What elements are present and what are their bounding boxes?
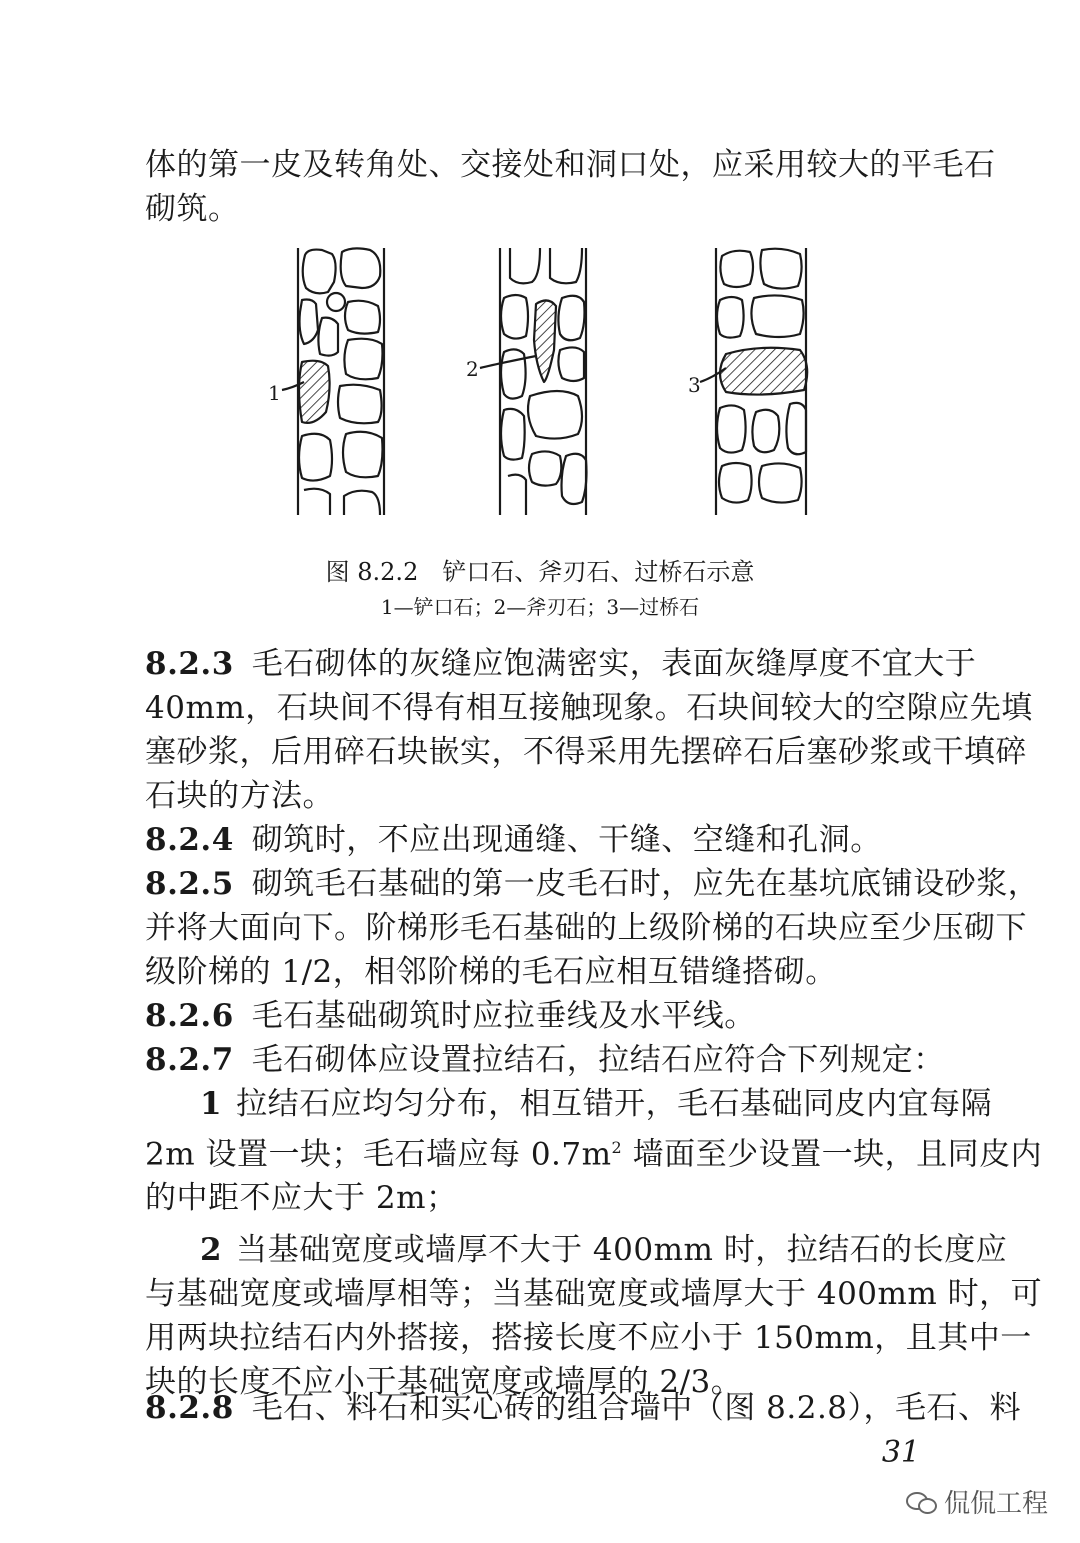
text-line: 块的长度不应小于基础宽度或墙厚的 2/3。 (145, 1364, 743, 1401)
intro-paragraph (145, 143, 996, 231)
section-8-2-7 (145, 1038, 1043, 1404)
section-8-2-8 (145, 1386, 1022, 1430)
text-line: 毛石砌体应设置拉结石，拉结石应符合下列规定： (251, 1042, 945, 1078)
stone-column-3 (716, 248, 807, 515)
text-line: 塞砂浆，后用碎石块嵌实，不得采用先摆碎石后塞砂浆或干填碎 (145, 734, 1027, 770)
wechat-icon (906, 1490, 936, 1514)
stone-column-1 (298, 248, 384, 515)
watermark (906, 1483, 1048, 1520)
figure-legend: 1—铲口石；2—斧刃石；3—过桥石 (380, 595, 700, 619)
masonry-figure (260, 240, 820, 530)
section-number: 8.2.5 (145, 866, 234, 902)
section-8-2-4 (145, 818, 945, 862)
item-number: 1 (200, 1086, 223, 1122)
text-line: 40mm，石块间不得有相互接触现象。石块间较大的空隙应先填 (145, 690, 1033, 726)
superscript: 2 (611, 1138, 623, 1157)
text-line: 毛石砌体的灰缝应饱满密实，表面灰缝厚度不宜大于 (251, 646, 977, 682)
section-number: 8.2.7 (145, 1042, 234, 1078)
section-number: 8.2.4 (145, 822, 234, 858)
page-number: 31 (881, 1435, 920, 1470)
figure-caption: 图 8.2.2 铲口石、斧刃石、过桥石示意 (325, 558, 755, 586)
leader-line-2 (480, 356, 536, 368)
text-line: 石块的方法。 (145, 778, 334, 814)
section-number: 8.2.3 (145, 646, 234, 682)
figure-label-2: 2 (466, 357, 479, 381)
text-line: 的中距不应大于 2m； (145, 1180, 458, 1217)
section-8-2-6 (145, 994, 945, 1038)
stone-column-2 (500, 248, 587, 515)
item-number: 2 (200, 1232, 223, 1269)
text-line: 2m 设置一块；毛石墙应每 0.7m (145, 1136, 612, 1173)
text-line: 毛石、料石和实心砖的组合墙中（图 8.2.8），毛石、料 (251, 1390, 1022, 1426)
watermark-text: 侃侃工程 (943, 1489, 1048, 1519)
text-line: 用两块拉结石内外搭接，搭接长度不应小于 150mm，且其中一 (145, 1320, 1032, 1357)
section-number: 8.2.6 (145, 998, 234, 1034)
text-line: 并将大面向下。阶梯形毛石基础的上级阶梯的石块应至少压砌下 (145, 910, 1027, 946)
text-line: 砌筑毛石基础的第一皮毛石时，应先在基坑底铺设砂浆， (251, 866, 1040, 902)
text-line: 砌筑时，不应出现通缝、干缝、空缝和孔洞。 (251, 822, 882, 858)
section-8-2-3 (145, 642, 1033, 818)
text-line: 墙面至少设置一块，且同皮内 (622, 1136, 1043, 1173)
text-line: 与基础宽度或墙厚相等；当基础宽度或墙厚大于 400mm 时，可 (145, 1276, 1043, 1313)
section-number: 8.2.8 (145, 1390, 234, 1426)
section-8-2-5 (145, 862, 1040, 994)
figure-label-3: 3 (688, 373, 701, 397)
text-line: 级阶梯的 1/2，相邻阶梯的毛石应相互错缝搭砌。 (145, 954, 837, 990)
text-line: 体的第一皮及转角处、交接处和洞口处，应采用较大的平毛石 (145, 147, 996, 183)
text-line: 拉结石应均匀分布，相互错开，毛石基础同皮内宜每隔 (236, 1086, 993, 1122)
text-line: 当基础宽度或墙厚不大于 400mm 时，拉结石的长度应 (236, 1232, 1008, 1269)
text-line: 砌筑。 (145, 191, 240, 227)
figure-label-1: 1 (268, 381, 281, 405)
text-line: 毛石基础砌筑时应拉垂线及水平线。 (251, 998, 756, 1034)
